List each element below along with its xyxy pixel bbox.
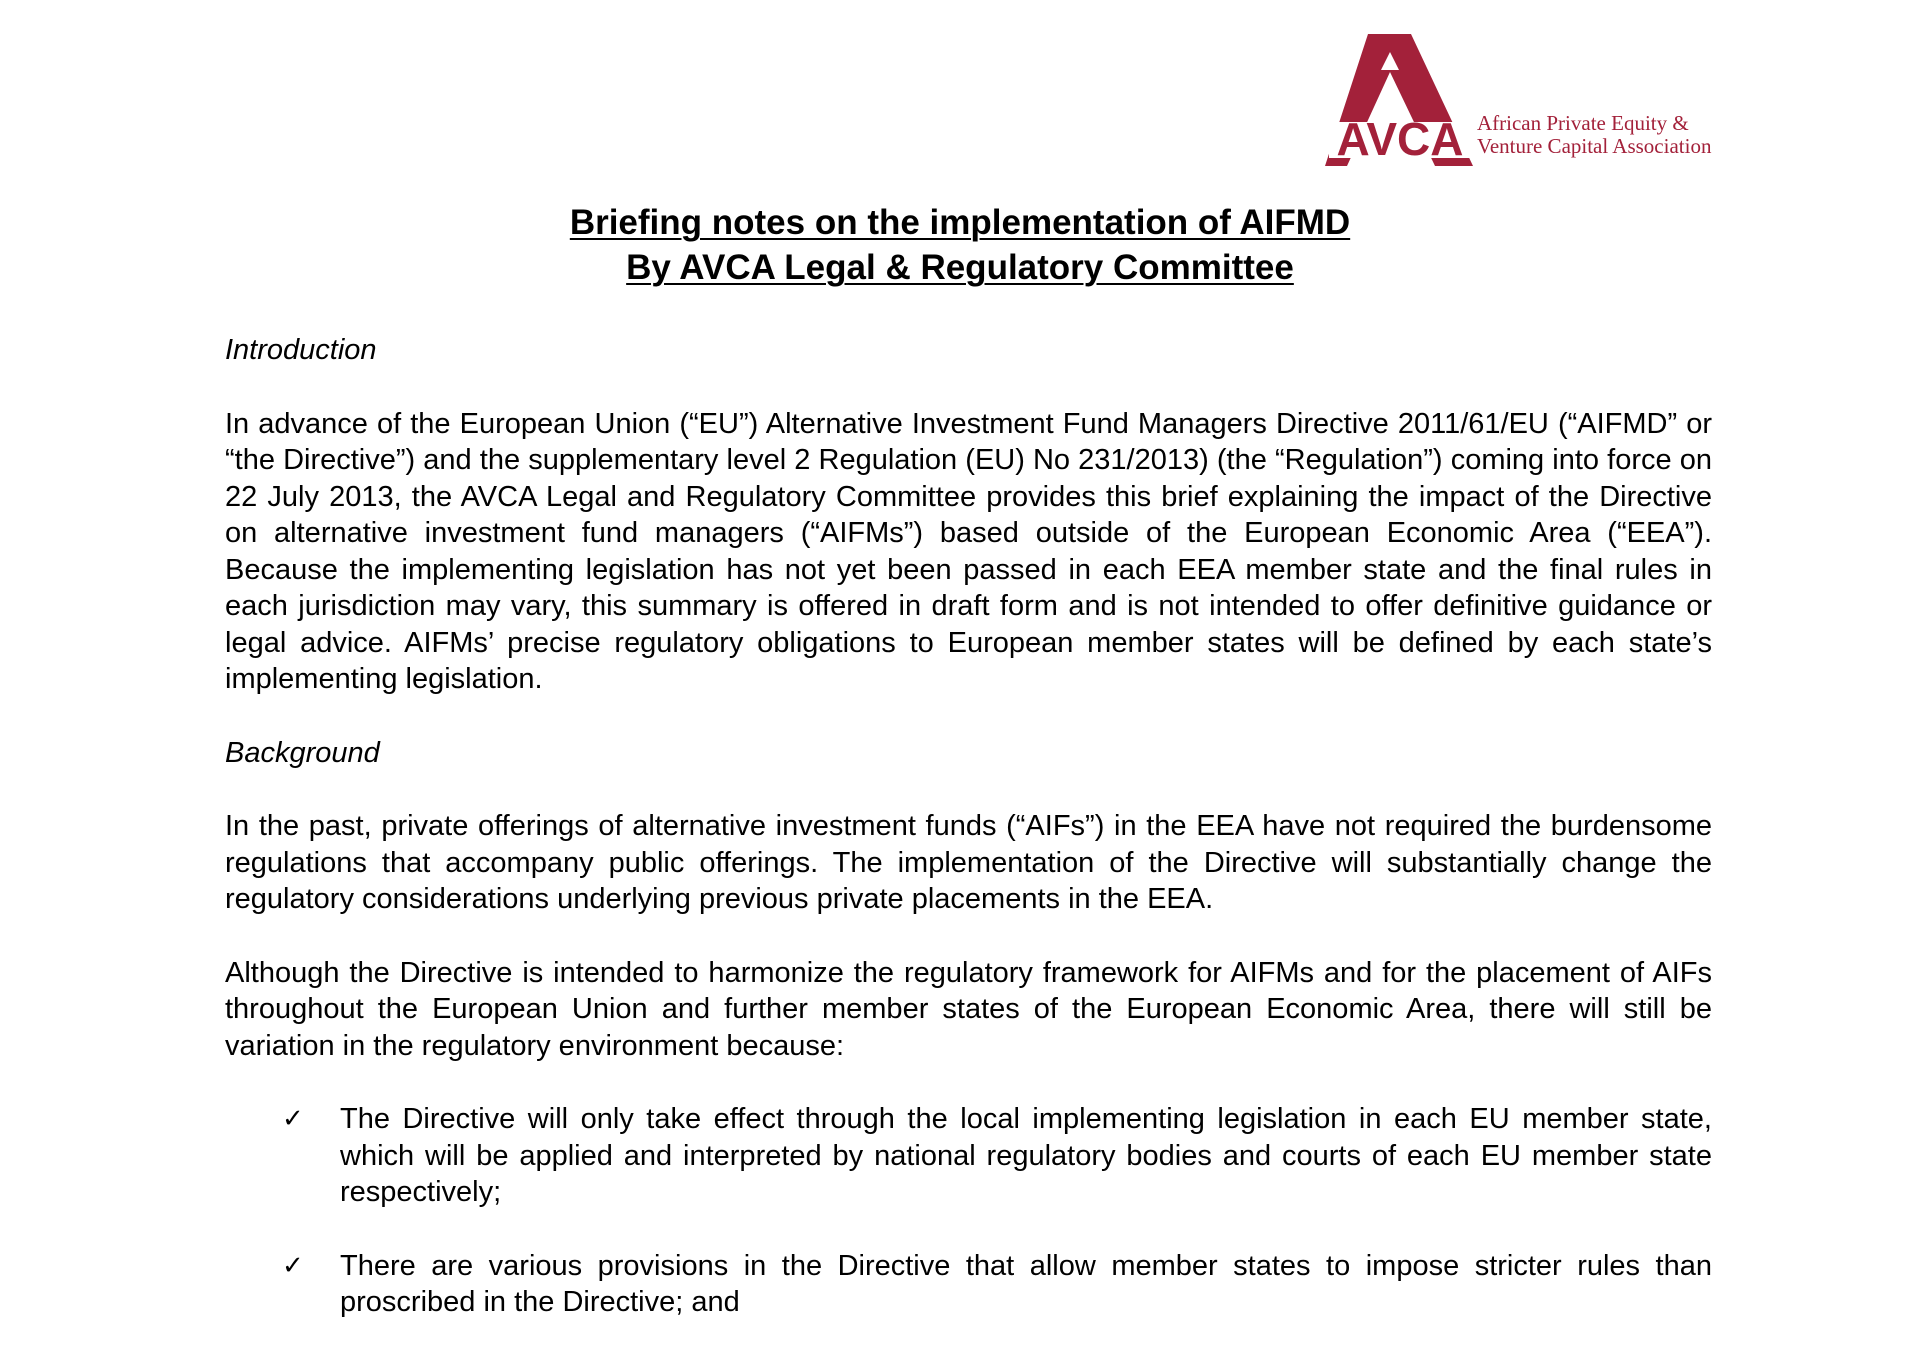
title-line-2: By AVCA Legal & Regulatory Committee bbox=[626, 248, 1294, 287]
background-paragraph-2: Although the Directive is intended to harmonize the regulatory framework for AIFMs and for the placement of AIFs throughout the European Union and further member states of the European Economic Area, there will still be variation in the regulatory environment because: bbox=[225, 956, 1712, 1062]
introduction-heading: Introduction bbox=[225, 334, 377, 366]
introduction-paragraph: In advance of the European Union (“EU”) Alternative Investment Fund Managers Directive 2011/61/EU (“AIFMD” or “the Directive”) and the supplementary level 2 Regulation (EU) No 231/2013) (the “Regulation”) coming into force on 22 July 2013, the AVCA Legal and Regulatory Committee provides this brief explaining the impact of the Directive on alternative investment fund managers (“AIFMs”) based outside of the European Economic Area (“EEA”). Because the implementing legislation has not yet been passed in each EEA member state and the final rules in each jurisdiction may vary, this summary is offered in draft form and is not intended to offer definitive guidance or legal advice. AIFMs’ precise regulatory obligations to European member states will be defined by each state’s implementing legislation. bbox=[225, 407, 1712, 695]
checkmark-icon: ✓ bbox=[282, 1104, 304, 1134]
document-title bbox=[0, 200, 1920, 290]
logo-org-line-2: Venture Capital Association bbox=[1477, 134, 1712, 158]
list-item bbox=[225, 1101, 1712, 1211]
background-paragraph-1: In the past, private offerings of alternative investment funds (“AIFs”) in the EEA have not required the burdensome regulations that accompany public offerings. The implementation of the Directive will substantially change the regulatory considerations underlying previous private placements in the EEA. bbox=[225, 810, 1712, 915]
title-line-1: Briefing notes on the implementation of AIFMD bbox=[569, 203, 1351, 242]
logo-org-line-1: African Private Equity & bbox=[1477, 111, 1689, 135]
checkmark-icon: ✓ bbox=[282, 1250, 304, 1281]
list-item-text: There are various provisions in the Directive that allow member states to impose stricter rules than proscribed in the Directive; and bbox=[340, 1249, 1712, 1318]
list-item-text: The Directive will only take effect through the local implementing legislation in each EU member state, which will be applied and interpreted by national regulatory bodies and courts of each EU member state respectively; bbox=[340, 1103, 1712, 1208]
list-item bbox=[225, 1248, 1712, 1321]
variation-reasons-list bbox=[225, 1101, 1712, 1321]
avca-logo bbox=[1325, 32, 1745, 172]
background-heading: Background bbox=[225, 736, 380, 769]
avca-a-logo-mark bbox=[1325, 32, 1475, 172]
logo-org-name bbox=[1477, 112, 1711, 158]
logo-wordmark: AVCA bbox=[1336, 113, 1464, 165]
document-body bbox=[225, 332, 1712, 1358]
